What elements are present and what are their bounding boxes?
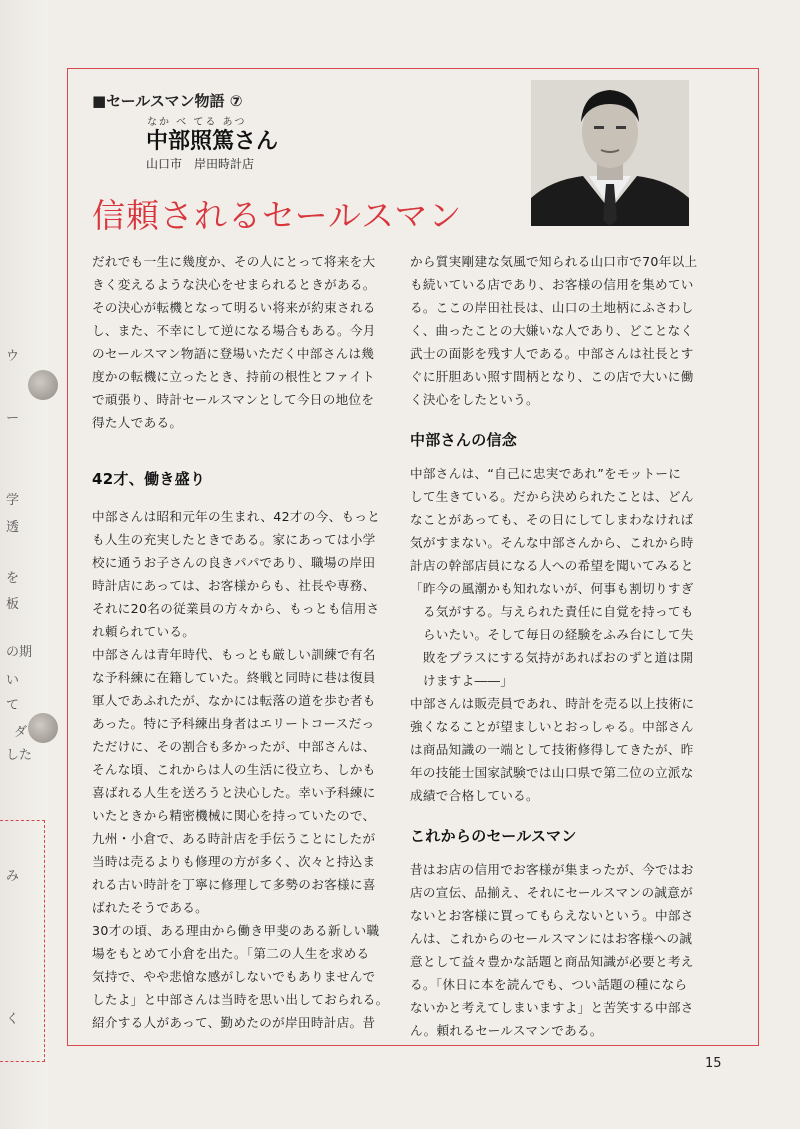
person-name: 中部照篤さん [146,129,279,154]
text-line: 計店の幹部店員になる人への希望を聞いてみると [410,558,694,573]
text-line: 軍人であふれたが、なかには転落の道を歩む者も [92,693,376,708]
text-line: し、また、不幸にして逆になる場合もある。今月 [92,323,376,338]
gutter-glyph: み [6,869,20,884]
text-line: 校に通うお子さんの良きパパであり、職場の岸田 [92,555,376,570]
left-page-dashed-box [0,820,45,1062]
text-line: らいたい。そして毎日の経験をふみ台にして失 [410,627,694,642]
text-line: 当時は売るよりも修理の方が多く、次々と持込ま [92,854,376,869]
text-line: 時計店にあっては、お客様からも、社長や専務、 [92,578,376,593]
text-line: 気がすまない。そんな中部さんから、これから時 [410,535,694,550]
text-line: 中部さんは、“自己に忠実であれ”をモットーに [410,466,682,481]
text-line: んは、これからのセールスマンにはお客様への誠 [410,931,693,946]
continued-paragraph [410,250,710,411]
text-line: 30才の頃、ある理由から働き甲斐のある新しい職 [92,923,380,938]
text-line: けますよ――」 [410,673,514,688]
portrait-photo [531,80,689,226]
text-line: な予科練に在籍していた。終戦と同時に巷は復員 [92,670,376,685]
text-line: る気がする。与えられた責任に自覚を持っても [410,604,694,619]
article-headline: 信頼されるセールスマン [92,196,463,235]
text-line: 中部さんは販売員であれ、時計を売る以上技術に [410,696,695,711]
text-line: だれでも一生に幾度か、その人にとって将来を大 [92,254,376,269]
section-body-future [410,858,710,1042]
intro-paragraph [92,250,392,434]
portrait-illustration [531,80,689,226]
text-line: 得た人である。 [92,415,183,430]
gutter-glyph: を [6,571,20,586]
text-line: く決心をしたという。 [410,392,539,407]
text-line: のセールスマン物語に登場いただく中部さんは幾 [92,346,375,361]
series-label: ■セールスマン物語 ⑦ [92,92,243,110]
gutter-glyph: 学 [6,493,20,508]
text-line: も人生の充実したときである。家にあっては小学 [92,532,376,547]
text-line: 中部さんは青年時代、もっとも厳しい訓練で有名 [92,647,376,662]
text-line: 意として益々豊かな話題と商品知識が必要と考え [410,954,694,969]
section-heading-42: 42才、働き盛り [92,470,206,488]
text-line: ばれたそうである。 [92,900,209,915]
text-line: 中部さんは昭和元年の生まれ、42才の今、もっと [92,509,381,524]
text-line: そんな頃、これからは人の生活に役立ち、しかも [92,762,376,777]
text-line: して生きている。だから決められたことは、どん [410,489,694,504]
text-line: 強くなることが望ましいとおっしゃる。中部さん [410,719,694,734]
text-line: ないとお客様に買ってもらえないという。中部さ [410,908,694,923]
gutter-glyph: ウ [6,349,20,364]
gutter-glyph: 透 [6,520,20,535]
gutter-glyph: て [6,698,20,713]
text-line: したよ」と中部さんは当時を思い出しておられる。 [92,992,389,1007]
text-line: 場をもとめて小倉を出た。「第二の人生を求める [92,946,370,961]
text-line: れ頼られている。 [92,624,196,639]
gutter-glyph: く [6,1012,20,1027]
gutter-glyph: ー [6,411,20,426]
section-heading-future: これからのセールスマン [410,827,577,845]
text-line: も続いている店であり、お客様の信用を集めてい [410,277,694,292]
binding-hole-bottom [28,713,58,743]
text-line: 紹介する人があって、勤めたのが岸田時計店。昔 [92,1015,376,1030]
text-line: れる古い時計を丁寧に修理して多勢のお客様に喜 [92,877,376,892]
text-line: いたときから精密機械に関心を持っていたので、 [92,808,376,823]
text-line: ぐに肝胆あい照す間柄となり、この店で大いに働 [410,369,694,384]
gutter-glyph: ダ [14,725,28,740]
text-line: 気持で、やや悲愴な感がしないでもありませんで [92,969,376,984]
gutter-glyph: い [6,673,20,688]
text-line: 武士の面影を残す人である。中部さんは社長とす [410,346,694,361]
text-line: 昔はお店の信用でお客様が集まったが、今ではお [410,862,694,877]
text-line: は商品知識の一端として技術修得してきたが、昨 [410,742,694,757]
gutter-glyph: した [6,748,33,763]
text-line: る。「休日に本を読んでも、つい話題の種になら [410,977,688,992]
text-line: 店の宣伝、品揃え、それにセールスマンの誠意が [410,885,694,900]
affiliation: 山口市 岸田時計店 [146,157,255,171]
text-line: ただけに、その割合も多かったが、中部さんは、 [92,739,376,754]
section-heading-belief: 中部さんの信念 [410,431,518,449]
gutter-glyph: 板 [6,597,20,612]
text-line: く、曲ったことの大嫌いな人であり、どことなく [410,323,694,338]
text-line: る。ここの岸田社長は、山口の土地柄にふさわし [410,300,694,315]
name-ruby: なか べ てる あつ [147,117,247,128]
text-line: ん。頼れるセールスマンである。 [410,1023,603,1038]
text-line: 「昨今の風潮かも知れないが、何事も割切りすぎ [410,581,694,596]
column-left [92,250,392,1034]
binding-hole-top [28,370,58,400]
text-line: 九州・小倉で、ある時計店を手伝うことにしたが [92,831,376,846]
section-body-belief [410,462,710,807]
page-number: 15 [705,1056,722,1071]
text-line: それに20名の従業員の方々から、もっとも信用さ [92,601,380,616]
text-line: 年の技能士国家試験では山口県で第二位の立派な [410,765,694,780]
text-line: 成績で合格している。 [410,788,539,803]
text-line: 敗をプラスにする気持があればおのずと道は開 [410,650,694,665]
column-right [410,250,710,1042]
text-line: きく変えるような決心をせまられるときがある。 [92,277,376,292]
text-line: その決心が転機となって明るい将来が約束される [92,300,376,315]
text-line: で頑張り、時計セールスマンとして今日の地位を [92,392,375,407]
text-line: ないかと考えてしまいますよ」と苦笑する中部さ [410,1000,694,1015]
text-line: から質実剛建な気風で知られる山口市で70年以上 [410,254,698,269]
text-line: なことがあっても、その日にしてしまわなければ [410,512,694,527]
gutter-glyph: の期 [6,645,33,660]
text-line: あった。特に予科練出身者はエリートコースだっ [92,716,375,731]
text-line: 度かの転機に立ったとき、持前の根性とファイト [92,369,375,384]
text-line: 喜ばれる人生を送ろうと決心した。幸い予科練に [92,785,376,800]
section-body-42 [92,505,392,1034]
